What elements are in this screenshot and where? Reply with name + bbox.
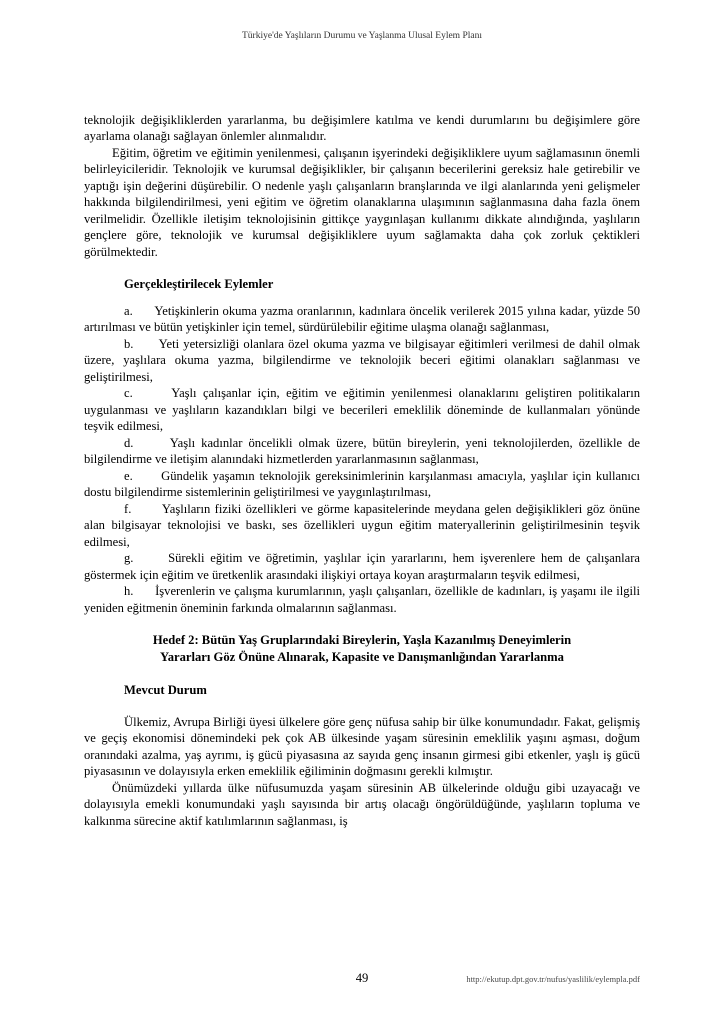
action-item-d-text: Yaşlı kadınlar öncelikli olmak üzere, bütün bireylerin, yeni teknolojilerden, özellikle de bilgilendirme ve iletişim alanındaki hizmetlerden yararlanmasının sağlanması,: [84, 435, 641, 467]
action-item-b-letter: b.: [124, 336, 134, 351]
paragraph-4: Önümüzdeki yıllarda ülke nüfusumuzda yaşam süresinin AB ülkelerinde olduğu gibi uzayacağı ve dolayısıyla emekli konumundaki yaşlı sayısında bir artış olacağı öngörüldüğünde, yaşlıların topluma ve kalkınma sürecine aktif katılımlarının sağlanması, iş: [84, 780, 640, 828]
action-item-b: [84, 336, 640, 385]
paragraph-1: teknolojik değişikliklerden yararlanma, bu değişimlere katılma ve kendi durumlarını bu değişimlere göre ayarlama olanağı sağlayan önlemler alınmalıdır.: [84, 113, 640, 144]
paragraph-2: Eğitim, öğretim ve eğitimin yenilenmesi, çalışanın işyerindeki değişikliklere uyum sağlamasının önemli belirleyicileridir. Teknolojik ve kurumsal değişiklikler, bir çalışanın becerilerini gereksiz hale getirebilir ve yaptığı işin değerini düşürebilir. O nedenle yaşlı çalışanların branşlarında ve ilgi alanlarında yeni gelişmeler hakkında bilgilendirilmesi, yeni eğitim ve öğretim olanaklarına ulaşımının sağlanmasına daha fazla önem verilmelidir. Özellikle iletişim teknolojisinin gittikçe yaygınlaşan kullanımı dikkate alındığında, yaşlıların gençlere göre, teknolojik ve kurumsal değişikliklere uyum sağlamakta daha çok zorluk çektikleri görülmektedir.: [84, 145, 640, 259]
goal-heading-line2: Yararları Göz Önüne Alınarak, Kapasite ve Danışmanlığından Yararlanma: [160, 649, 564, 664]
page-content: [84, 112, 640, 829]
action-item-a-letter: a.: [124, 303, 133, 318]
action-item-h: [84, 583, 640, 616]
page-number: 49: [355, 971, 369, 985]
action-item-f: [84, 501, 640, 550]
action-item-b-text: Yeti yetersizliği olanlara özel okuma yazma ve bilgisayar eğitimleri verilmesi de dahil olmak üzere, yaşlılara okuma yazma, bilgilendirme ve teknolojik beceri eğitimi olanakları sağlanması ve geliştirilmesi,: [84, 336, 641, 384]
action-item-d: [84, 435, 640, 468]
action-item-g: [84, 550, 640, 583]
action-item-g-text: Sürekli eğitim ve öğretimin, yaşlılar için yararlarını, hem işverenlere hem de çalışanlara göstermek için eğitim ve üretkenlik arasındaki ilişkiyi ortaya koyan araştırmaların teşvik edilmesi,: [84, 551, 640, 582]
running-header: Türkiye'de Yaşlıların Durumu ve Yaşlanma Ulusal Eylem Planı: [242, 31, 482, 41]
action-item-g-letter: g.: [124, 551, 134, 566]
action-item-f-text: Yaşlıların fiziki özellikleri ve görme kapasitelerinde meydana gelen değişiklikleri göz önüne alan bilgisayar teknolojisi ve baskı, ses özellikleri uygun eğitim materyallerinin geliştirilmesinin teşvik edilmesi,: [84, 501, 640, 549]
action-item-e-letter: e.: [124, 468, 133, 483]
action-item-d-letter: d.: [124, 435, 134, 450]
footer-source-url: http://ekutup.dpt.gov.tr/nufus/yaslilik/eylempla.pdf: [466, 974, 640, 984]
section-heading-actions: Gerçekleştirilecek Eylemler: [124, 277, 274, 292]
action-item-h-text: İşverenlerin ve çalışma kurumlarının, yaşlı çalışanları, özellikle de kadınları, iş yaşamı ile ilgili yeniden eğitmenin öneminin farkında olmalarının sağlanması.: [84, 584, 640, 615]
section-heading-current-situation: Mevcut Durum: [124, 682, 207, 697]
action-item-a: [84, 303, 640, 336]
action-item-c-text: Yaşlı çalışanlar için, eğitim ve eğitimin yenilenmesi olanaklarını geliştiren politikaların uygulanması ve yaşlıların kazandıkları bilgi ve becerileri emeklilik döneminde de kullanmaları yönünde teşvik edilmesi,: [84, 386, 641, 434]
goal-heading-line1: Hedef 2: Bütün Yaş Gruplarındaki Bireylerin, Yaşla Kazanılmış Deneyimlerin: [152, 633, 572, 648]
action-item-f-letter: f.: [124, 501, 132, 516]
paragraph-3: Ülkemiz, Avrupa Birliği üyesi ülkelere göre genç nüfusa sahip bir ülke konumundadır. Fakat, gelişmiş ve geçiş ekonomisi dönemindeki pek çok AB ülkesinde yaşam süresinin emeklilik yaşını aşması, doğum oranındaki azalma, yaş ayrımı, iş gücü piyasasına az sayıda genç insanın girmesi gibi etkenler, yaşlı iş gücü piyasasının ve dolayısıyla erken emeklilik eğiliminin doğmasını gerekli kılmıştır.: [84, 715, 640, 779]
action-item-e-text: Gündelik yaşamın teknolojik gereksinimlerinin karşılanması amacıyla, yaşlılar için kullanıcı dostu bilgilendirme sistemlerinin geliştirilmesi ve yaygınlaştırılması,: [84, 468, 640, 500]
action-item-c-letter: c.: [124, 386, 133, 401]
action-item-a-text: Yetişkinlerin okuma yazma oranlarının, kadınlara öncelik verilerek 2015 yılına kadar, yüzde 50 artırılması ve bütün yetişkinler için temel, sürdürülebilir eğitime ulaşma olanağı sağlanması,: [84, 303, 640, 335]
action-item-e: [84, 468, 640, 501]
action-item-h-letter: h.: [124, 584, 134, 599]
action-item-c: [84, 385, 640, 434]
